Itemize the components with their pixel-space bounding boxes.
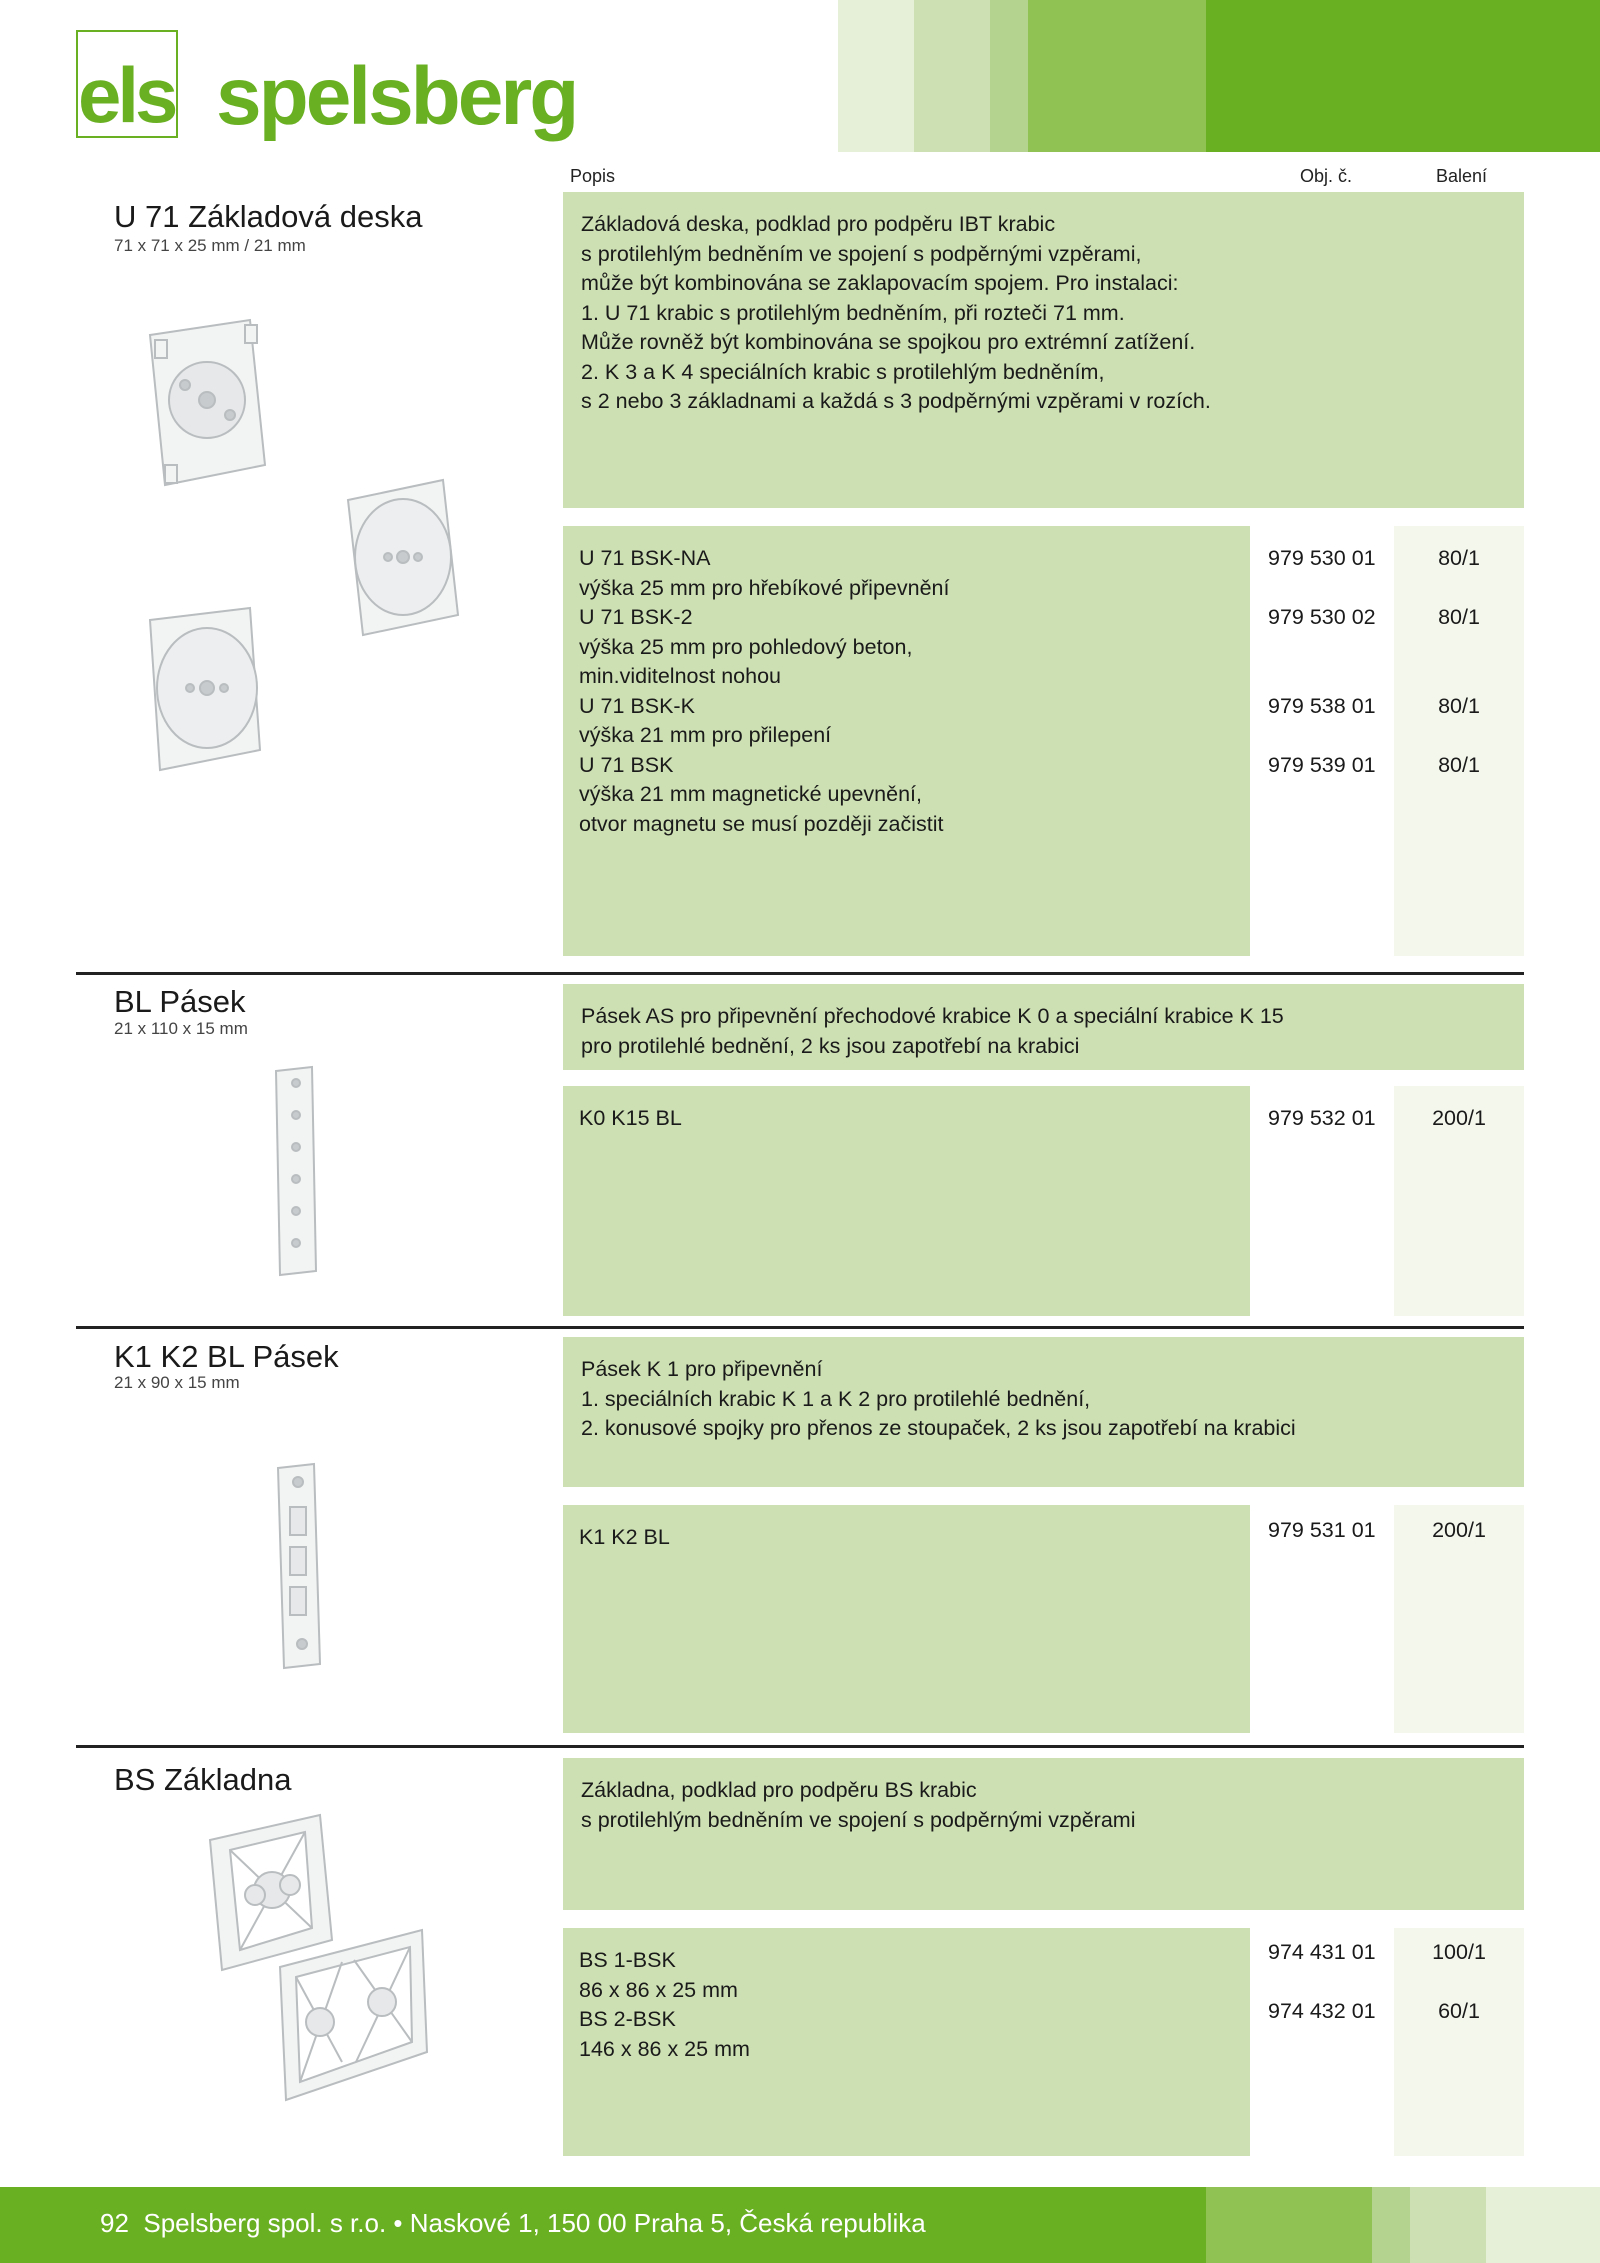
item-name: U 71 BSK-2 [579,605,693,629]
description-box [563,984,1524,1070]
description-line: pro protilehlé bednění, 2 ks jsou zapotřebí na krabici [581,1033,1080,1058]
item-detail: výška 25 mm pro pohledový beton, [579,634,913,659]
description-line: s 2 nebo 3 základnami a každá s 3 podpěrnými vzpěrami v rozích. [581,389,1211,413]
section-title: K1 K2 BL Pásek [114,1339,339,1374]
description-line: 2. konusové spojky pro přenos ze stoupaček, 2 ks jsou zapotřebí na krabici [581,1416,1296,1440]
description-line: Pásek AS pro připevnění přechodové krabice K 0 a speciální krabice K 15 [581,1004,1284,1028]
section-dimensions: 21 x 90 x 15 mm [114,1373,240,1392]
page-number: 92 [100,2208,129,2238]
description-box [563,192,1524,508]
description-line: Základová deska, podklad pro podpěru IBT krabic [581,212,1056,236]
item-detail: 86 x 86 x 25 mm [579,1977,738,2002]
order-number: 979 539 01 [1268,753,1376,777]
packaging-quantity: 200/1 [1432,1106,1486,1130]
order-number: 979 538 01 [1268,694,1376,718]
order-number: 979 530 02 [1268,605,1376,629]
items-box [563,1086,1250,1316]
base-plate-round-image [338,475,468,645]
strip-image [268,1065,324,1277]
description-line: 2. K 3 a K 4 speciálních krabic s protilehlým bedněním, [581,359,1105,384]
item-detail: výška 21 mm magnetické upevnění, [579,782,922,806]
item-name: U 71 BSK [579,752,674,777]
packaging-quantity: 60/1 [1438,1999,1480,2023]
item-detail: výška 21 mm pro přilepení [579,723,832,747]
column-header-order-number: Obj. č. [1300,166,1353,186]
description-line: Může rovněž být kombinována se spojkou pro extrémní zatížení. [581,330,1196,354]
items-box [563,1505,1250,1733]
packaging-quantity: 80/1 [1438,605,1480,629]
logo-wordmark: spelsberg [216,51,577,142]
description-line: Základna, podklad pro podpěru BS krabic [581,1778,977,1802]
description-line: může být kombinována se zaklapovacím spojem. Pro instalaci: [581,271,1179,295]
order-number: 979 532 01 [1268,1106,1376,1130]
packaging-quantity: 80/1 [1438,546,1480,570]
section-title: BL Pásek [114,984,246,1019]
item-detail: min.viditelnost nohou [579,664,781,688]
description-line: 1. U 71 krabic s protilehlým bedněním, při rozteči 71 mm. [581,300,1125,325]
item-detail: otvor magnetu se musí později začistit [579,811,944,836]
footer-strip-3 [1372,2187,1410,2263]
footer-strip-2 [1206,2187,1372,2263]
section-dimensions: 71 x 71 x 25 mm / 21 mm [114,236,306,255]
header-strip-2 [914,0,990,152]
description-line: Pásek K 1 pro připevnění [581,1357,823,1381]
description-line: s protilehlým bedněním ve spojení s podpěrnými vzpěrami, [581,241,1142,266]
section-title: BS Základna [114,1762,292,1797]
packaging-quantity: 80/1 [1438,694,1480,718]
order-number: 974 432 01 [1268,1999,1376,2023]
section-divider [76,1326,1524,1329]
header-strip-5 [1206,0,1600,152]
packaging-quantity: 80/1 [1438,753,1480,777]
base-plate-image [135,315,275,495]
item-name: U 71 BSK-K [579,693,695,718]
section-title: U 71 Základová deska [114,199,423,234]
base-plate-round-image [135,600,275,780]
section-divider [76,972,1524,975]
section-dimensions: 21 x 110 x 15 mm [114,1019,248,1038]
packaging-quantity: 100/1 [1432,1940,1486,1964]
order-number: 979 531 01 [1268,1518,1376,1542]
item-name: BS 1-BSK [579,1948,676,1972]
footer-strip-5 [1486,2187,1600,2263]
header-strip-4 [1028,0,1206,152]
header-strip-3 [990,0,1028,152]
column-header-description: Popis [570,166,616,186]
footer-strip-4 [1410,2187,1486,2263]
packaging-quantity: 200/1 [1432,1518,1486,1542]
item-detail: výška 25 mm pro hřebíkové připevnění [579,575,950,600]
description-box [563,1758,1524,1910]
packaging-column-bg [1394,526,1524,956]
items-box [563,526,1250,956]
section-divider [76,1745,1524,1748]
item-detail: 146 x 86 x 25 mm [579,2036,750,2061]
item-name: BS 2-BSK [579,2007,676,2031]
logo-mark: els [78,51,175,139]
description-box [563,1337,1524,1487]
item-name: K0 K15 BL [579,1106,682,1130]
bs-base-image [272,1922,432,2107]
item-name: U 71 BSK-NA [579,546,711,570]
order-number: 974 431 01 [1268,1940,1376,1964]
item-name: K1 K2 BL [579,1525,670,1549]
header-strip-1 [838,0,914,152]
footer-text [100,2208,926,2239]
description-line: 1. speciálních krabic K 1 a K 2 pro protilehlé bednění, [581,1386,1091,1411]
footer-address: Spelsberg spol. s r.o. • Naskové 1, 150 00 Praha 5, Česká republika [143,2208,926,2238]
order-number: 979 530 01 [1268,546,1376,570]
description-line: s protilehlým bedněním ve spojení s podpěrnými vzpěrami [581,1807,1136,1832]
strip-image [268,1462,328,1672]
column-header-packaging: Balení [1436,166,1488,186]
items-box [563,1928,1250,2156]
